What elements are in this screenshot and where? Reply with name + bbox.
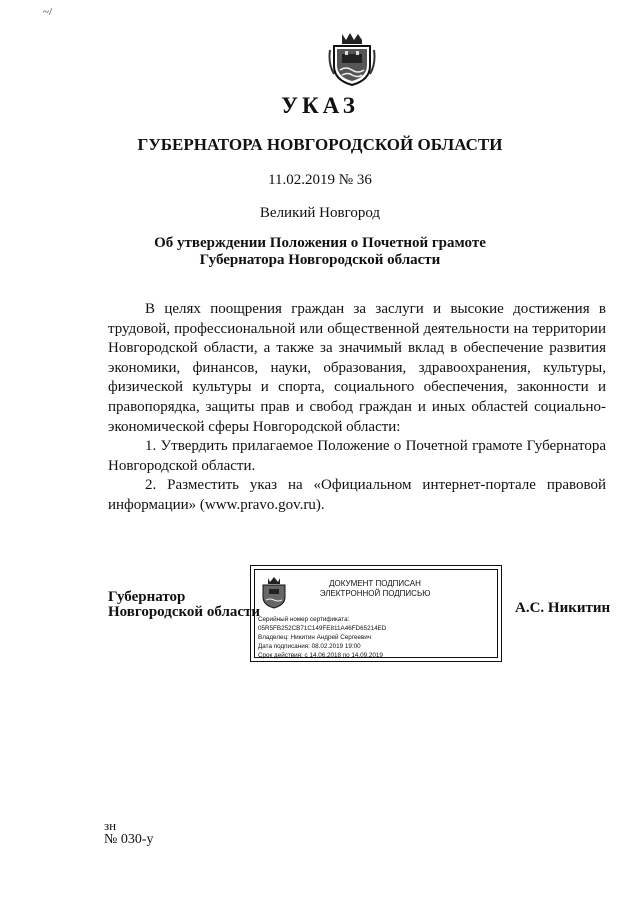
cert-validity: Срок действия: с 14.06.2018 по 14.09.2019	[258, 652, 383, 659]
signed-date: Дата подписания: 08.02.2019 19:00	[258, 643, 361, 650]
executor-initials: зн	[104, 818, 117, 833]
cert-owner: Владелец: Никитин Андрей Сергеевич	[258, 634, 372, 641]
stamp-heading	[285, 579, 465, 599]
preamble-paragraph: В целях поощрения граждан за заслуги и высокие достижения в трудовой, профессиональной или общественной деятельности на территории Новгородской области, а также за значимый вклад в обеспечение развития экономики, финансов, науки, образования, здравоохранения, культуры, физической культуры и спорта, социального обеспечения, законности и правопорядка, защиты прав и свобод граждан и иных областей социально-экономической сферы Новгородской области:	[108, 301, 606, 435]
cert-label: Серийный номер сертификата:	[258, 616, 350, 623]
decree-body	[108, 300, 606, 516]
subject-line-2: Губернатора Новгородской области	[199, 252, 441, 268]
subject-line-1: Об утверждении Положения о Почетной грамоте	[154, 235, 486, 251]
signatory-name: А.С. Никитин	[515, 600, 611, 616]
footer-block	[104, 819, 154, 847]
signatory-position	[108, 590, 260, 620]
electronic-signature-stamp	[250, 565, 502, 662]
stamp-inner-frame	[254, 569, 498, 658]
cert-number: 05R5FB252CB71C149FE811A46FD65214ED	[258, 625, 387, 632]
subject-heading	[0, 235, 640, 269]
item-1-paragraph: 1. Утвердить прилагаемое Положение о Почетной грамоте Губернатора Новгородской области.	[108, 438, 606, 474]
issuer-title: ГУБЕРНАТОРА НОВГОРОДСКОЙ ОБЛАСТИ	[137, 135, 503, 154]
coat-of-arms-icon	[328, 30, 376, 86]
stamp-heading-line-1: ДОКУМЕНТ ПОДПИСАН	[329, 579, 421, 588]
date-and-number: 11.02.2019 № 36	[268, 172, 372, 188]
position-line-2: Новгородской области	[108, 604, 261, 620]
stamp-coat-of-arms-icon	[260, 576, 288, 609]
stamp-heading-line-2: ЭЛЕКТРОННОЙ ПОДПИСЬЮ	[319, 589, 431, 598]
stamp-details	[258, 615, 386, 660]
city: Великий Новгород	[259, 205, 381, 221]
form-number: № 030-у	[104, 832, 154, 847]
document-type-title: УКАЗ	[281, 93, 359, 118]
position-line-1: Губернатор	[108, 589, 186, 605]
item-2-paragraph: 2. Разместить указ на «Официальном интернет-портале правовой информации» (www.pravo.gov.ru).	[108, 477, 606, 513]
corner-mark: ~/	[43, 6, 53, 18]
